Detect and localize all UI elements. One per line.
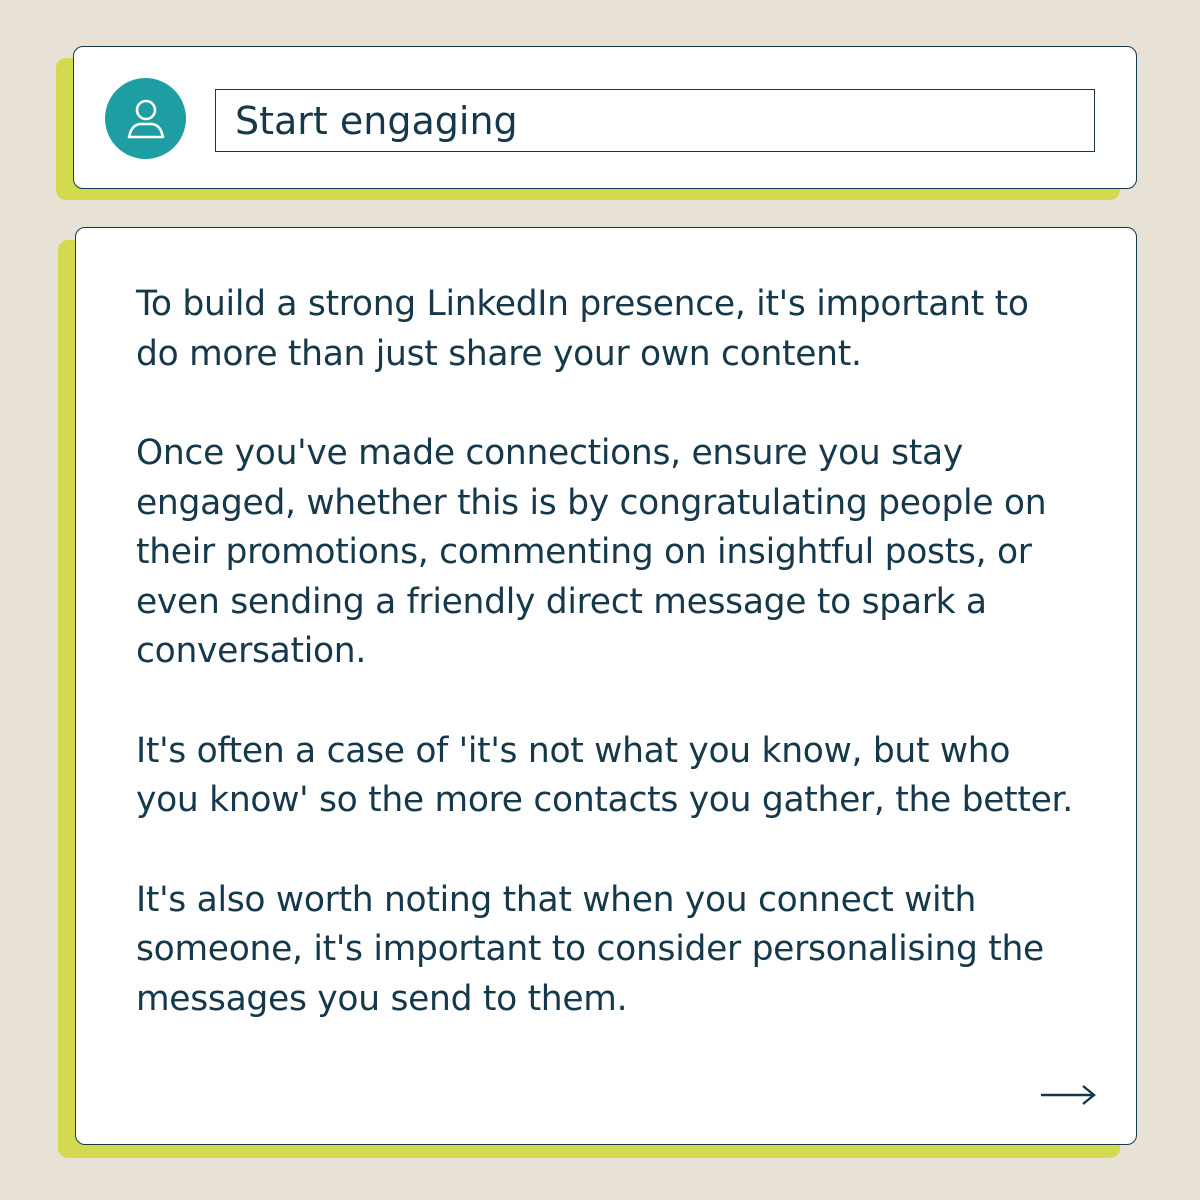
paragraph: It's also worth noting that when you connect with someone, it's important to consider personalising the messages you send to them. xyxy=(136,879,1044,1019)
paragraph: To build a strong LinkedIn presence, it's important to do more than just share your own content. xyxy=(136,284,1029,374)
content-card xyxy=(75,227,1137,1145)
header-card xyxy=(73,46,1137,189)
avatar xyxy=(105,78,186,159)
page-title: Start engaging xyxy=(215,89,1095,152)
arrow-right-icon[interactable] xyxy=(1039,1080,1097,1110)
paragraph: It's often a case of 'it's not what you know, but who you know' so the more contacts you gather, the better. xyxy=(136,730,1073,820)
content-text xyxy=(136,280,1076,1074)
user-icon xyxy=(122,95,170,143)
paragraph: Once you've made connections, ensure you stay engaged, whether this is by congratulating people on their promotions, commenting on insightful posts, or even sending a friendly direct message to spark a conversation. xyxy=(136,433,1047,671)
